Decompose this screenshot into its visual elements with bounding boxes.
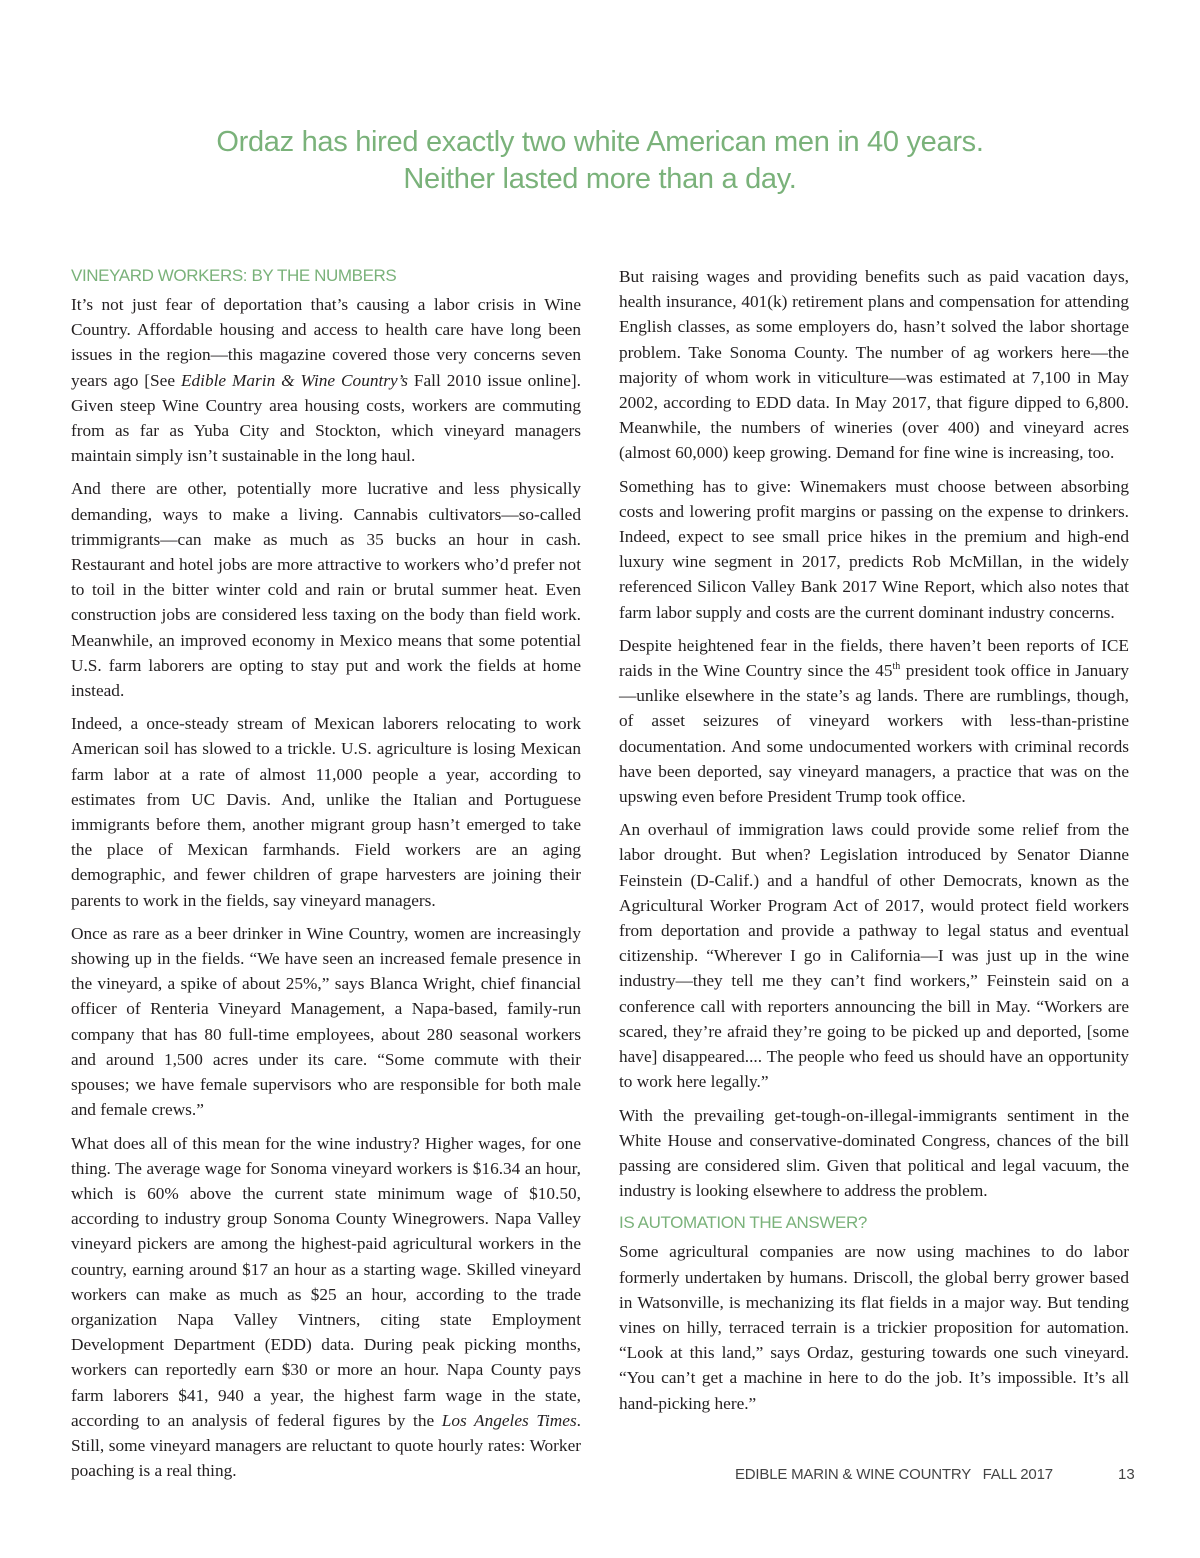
right-column — [619, 264, 1129, 1424]
section-heading-automation: IS AUTOMATION THE ANSWER? — [619, 1213, 867, 1233]
section-heading-vineyard-workers: VINEYARD WORKERS: BY THE NUMBERS — [71, 266, 397, 285]
left-column — [71, 264, 581, 1491]
paragraph: But raising wages and providing benefits such as paid vacation days, health insurance, 401(k) retirement plans and compensation for attending English classes, as some employers do, hasn’t solved the labor shortage problem. Take Sonoma County. The number of ag workers here—the majority of whom work in viticulture—was estimated at 7,100 in May 2002, according to EDD data. In May 2017, that figure dipped to 6,800. Meanwhile, the numbers of wineries (over 400) and vineyard acres (almost 60,000) keep growing. Demand for fine wine is increasing, too. — [619, 267, 1129, 463]
paragraph: Some agricultural companies are now using machines to do labor formerly undertaken by humans. Driscoll, the global berry grower based in Watsonville, is mechanizing its flat fields in a major way. But tending vines on hilly, terraced terrain is a trickier proposition for automation. “Look at this land,” says Ordaz, gesturing towards one such vineyard. “You can’t get a machine in here to do the job. It’s impossible. It’s all hand-picking here.” — [619, 1242, 1129, 1413]
paragraph: With the prevailing get-tough-on-illegal-immigrants sentiment in the White House and conservative-dominated Congress, chances of the bill passing are considered slim. Given that political and legal vacuum, the industry is looking elsewhere to address the problem. — [619, 1105, 1129, 1201]
paragraph: Once as rare as a beer drinker in Wine Country, women are increasingly showing up in the fields. “We have seen an increased female presence in the vineyard, a spike of about 25%,” says Blanca Wright, chief financial officer of Renteria Vineyard Management, a Napa-based, family-run company that has 80 full-time employees, about 280 seasonal workers and around 1,500 acres under its care. “Some commute with their spouses; we have female supervisors who are responsible for both male and female crews.” — [71, 923, 581, 1120]
paragraph: Indeed, a once-steady stream of Mexican laborers relocating to work American soil has slowed to a trickle. U.S. agriculture is losing Mexican farm labor at a rate of almost 11,000 people a year, according to estimates from UC Davis. And, unlike the Italian and Portuguese immigrants before them, another migrant group hasn’t emerged to take the place of Mexican farmhands. Field workers are an aging demographic, and fewer children of grape harvesters are joining their parents to work in the fields, say vineyard managers. — [71, 714, 581, 910]
paragraph: What does all of this mean for the wine industry? Higher wages, for one thing. The average wage for Sonoma vineyard workers is $16.34 an hour, which is 60% above the current state minimum wage of $10.50, according to industry group Sonoma County Winegrowers. Napa Valley vineyard pickers are among the highest-paid agricultural workers in the country, earning around $17 an hour as a starting wage. Skilled vineyard workers can make as much as $25 an hour, according to the trade organization Napa Valley Vintners, citing state Employment Development Department (EDD) data. During peak picking months, workers can reportedly earn $30 or more an hour. Napa County pays farm laborers $41, 940 a year, the highest farm wage in the state, according to an analysis of federal figures by the Los Angeles Times. Still, some vineyard managers are reluctant to quote hourly rates: Worker poaching is a real thing. — [71, 1133, 581, 1481]
italic-title: Edible Marin & Wine Country’s — [180, 370, 408, 390]
page-number: 13 — [1118, 1466, 1135, 1483]
paragraph: Something has to give: Winemakers must choose between absorbing costs and lowering profit margins or passing on the expense to drinkers. Indeed, expect to see small price hikes in the premium and high-end luxury wine segment in 2017, predicts Rob McMillan, in the widely referenced Silicon Valley Bank 2017 Wine Report, which also notes that farm labor supply and costs are the current dominant industry concerns. — [619, 476, 1129, 622]
paragraph: It’s not just fear of deportation that’s causing a labor crisis in Wine Country. Affordable housing and access to health care have long been issues in the region—this magazine covered those very concerns seven years ago [See Edible Marin & Wine Country’s Fall 2010 issue online]. Given steep Wine Country area housing costs, workers are commuting from as far as Yuba City and Stockton, which vineyard managers maintain simply isn’t sustainable in the long haul. — [71, 295, 581, 466]
footer-publication: EDIBLE MARIN & WINE COUNTRY FALL 2017 — [735, 1466, 1053, 1483]
italic-title: Los Angeles Times — [441, 1410, 577, 1430]
paragraph: Despite heightened fear in the fields, there haven’t been reports of ICE raids in the Wine Country since the 45th president took office in January—unlike elsewhere in the state’s ag lands. There are rumblings, though, of asset seizures of vineyard workers with less-than-pristine documentation. And some undocumented workers with criminal records have been deported, say vineyard managers, a practice that was on the upswing even before President Trump took office. — [619, 635, 1129, 807]
pull-quote-line-2: Neither lasted more than a day. — [403, 163, 797, 195]
paragraph: And there are other, potentially more lucrative and less physically demanding, ways to make a living. Cannabis cultivators—so-called trimmigrants—can make as much as 35 bucks an hour in cash. Restaurant and hotel jobs are more attractive to workers who’d prefer not to toil in the bitter winter cold and rain or brutal summer heat. Even construction jobs are considered less taxing on the body than field work. Meanwhile, an improved economy in Mexico means that some potential U.S. farm laborers are opting to stay put and work the fields at home instead. — [71, 479, 581, 701]
pull-quote-line-1: Ordaz has hired exactly two white American men in 40 years. — [216, 126, 984, 158]
paragraph: An overhaul of immigration laws could provide some relief from the labor drought. But when? Legislation introduced by Senator Dianne Feinstein (D-Calif.) and a handful of other Democrats, known as the Agricultural Worker Program Act of 2017, would protect field workers from deportation and provide a pathway to legal status and eventual citizenship. “Wherever I go in California—I was just up in the wine industry—they tell me they can’t find workers,” Feinstein said on a conference call with reporters announcing the bill in May. “Workers are scared, they’re afraid they’re going to be picked up and deported, [some have] disappeared.... The people who feed us should have an opportunity to work here legally.” — [619, 820, 1129, 1092]
superscript: th — [892, 661, 901, 673]
pull-quote — [0, 124, 1200, 198]
